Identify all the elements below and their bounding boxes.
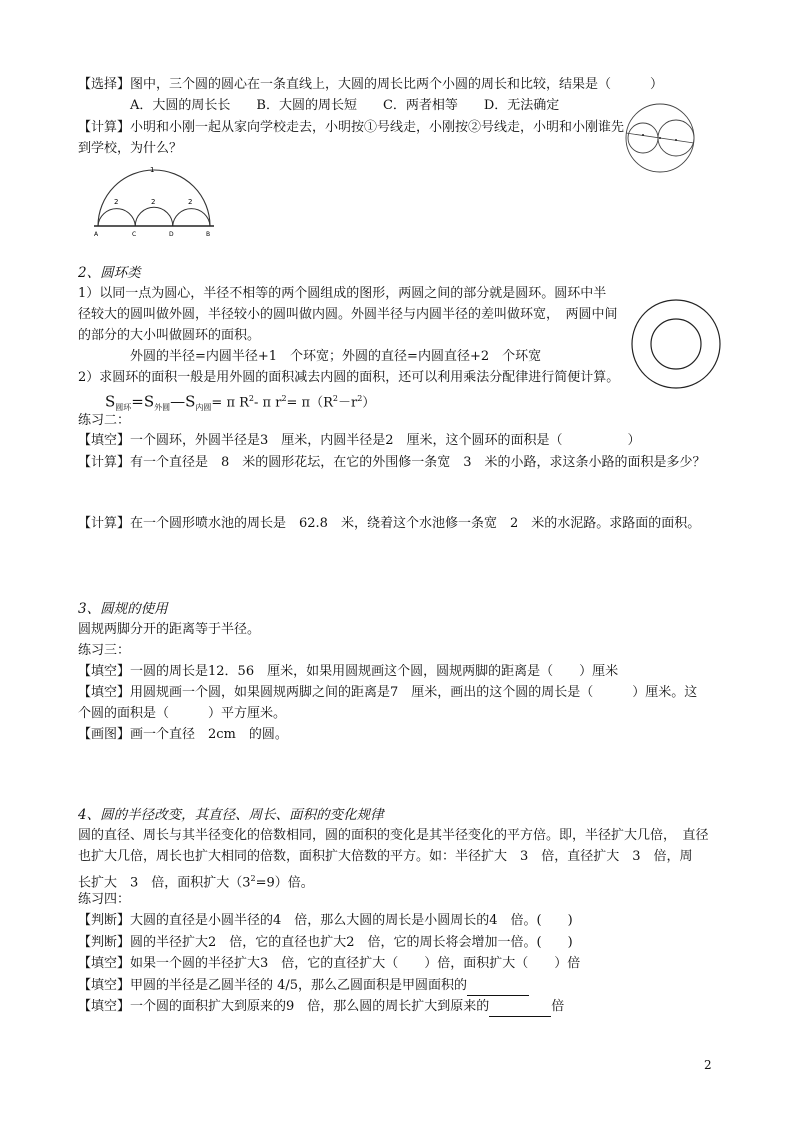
s4-q4-answer-blank[interactable] [467, 977, 529, 996]
three-circles-figure [622, 100, 698, 176]
s4-q5-answer-blank[interactable] [489, 998, 551, 1017]
s3-heading: 3、圆规的使用 [78, 601, 168, 617]
route-arcs-figure [92, 160, 216, 238]
s1-q2-line2: 到学校，为什么？ [78, 141, 183, 156]
s1-q1: 【选择】图中，三个圆的圆心在一条直线上，大圆的周长比两个小圆的周长和比较，结果是（ ） [78, 77, 664, 92]
s2-practice: 练习二： [78, 413, 131, 428]
point-label-a: A [94, 231, 99, 238]
s2-p1-line1: 1）以同一点为圆心，半径不相等的两个圆组成的图形，两圆之间的部分就是圆环。圆环中半 [78, 286, 607, 301]
s4-p1-line1: 圆的直径、周长与其半径变化的倍数相同，圆的面积的变化是其半径变化的平方倍。即，半径扩大几倍， 直径 [78, 828, 709, 843]
s2-p1-line4: 外圆的半径=内圆半径+1 个环宽；外圆的直径=内圆直径+2 个环宽 [130, 349, 542, 364]
s2-q2: 【计算】有一个直径是 8 米的圆形花坛，在它的外围修一条宽 3 米的小路，求这条小路的面积是多少？ [78, 455, 706, 470]
s4-q3: 【填空】如果一个圆的半径扩大3 倍，它的直径扩大（ ）倍，面积扩大（ ）倍 [78, 956, 581, 971]
s4-q1: 【判断】大圆的直径是小圆半径的4 倍，那么大圆的周长是小圆周长的4 倍。( ) [78, 913, 573, 928]
s2-heading: 2、圆环类 [78, 265, 141, 281]
s3-q1: 【填空】一圆的周长是12．56 厘米，如果用圆规画这个圆，圆规两脚的距离是（ ）厘米 [78, 664, 619, 679]
s1-q2-line1: 【计算】小明和小刚一起从家向学校走去，小明按①号线走，小刚按②号线走，小明和小刚谁先 [78, 120, 625, 135]
s1-q1-options: A．大圆的周长长 B．大圆的周长短 C．两者相等 D．无法确定 [130, 98, 560, 113]
ring-area-formula: $S_{圆环}=S_{外圆}—S_{内圆}= \pi$ $R^2-$ π $r^2= \pi(R^2-r^2)$ [105, 392, 376, 412]
s4-q5: 【填空】一个圆的面积扩大到原来的9 倍，那么圆的周长扩大到原来的 倍 [78, 998, 564, 1017]
s3-q2-line2: 个圆的面积是（ ）平方厘米。 [78, 706, 287, 721]
s2-p2: 2）求圆环的面积一般是用外圆的面积减去内圆的面积，还可以利用乘法分配律进行简便计算。 [78, 370, 620, 385]
s3-q2-line1: 【填空】用圆规画一个圆，如果圆规两脚之间的距离是7 厘米，画出的这个圆的周长是（ ）厘米。这 [78, 685, 698, 700]
route-label-arc1: 2 [114, 198, 119, 206]
s2-p1-line2: 径较大的圆叫做外圆，半径较小的圆叫做内圆。外圆半径与内圆半径的差叫做环宽， 两圆中间 [78, 307, 618, 322]
point-label-d: D [169, 231, 174, 238]
s2-q3: 【计算】在一个圆形喷水池的周长是 62.8 米，绕着这个水池修一条宽 2 米的水泥路。求路面的面积。 [78, 516, 701, 531]
s2-p1-line3: 的部分的大小叫做圆环的面积。 [78, 328, 261, 343]
s2-q1: 【填空】一个圆环，外圆半径是3 厘米，内圆半径是2 厘米，这个圆环的面积是（ ） [78, 433, 641, 448]
s3-practice: 练习三： [78, 643, 131, 658]
s4-p1-line3: 长扩大 3 倍，面积扩大$(3^2=9)$倍。 [78, 874, 314, 891]
s3-q3: 【画图】画一个直径 2cm 的圆。 [78, 727, 288, 742]
point-label-c: C [132, 231, 137, 238]
ring-figure [629, 297, 723, 391]
point-label-b: B [206, 231, 211, 238]
s4-p1-line2: 也扩大几倍，周长也扩大相同的倍数，面积扩大倍数的平方。如：半径扩大 3 倍，直径扩大 3 倍，周 [78, 849, 693, 864]
route-label-arc2: 2 [151, 198, 156, 206]
s4-q2: 【判断】圆的半径扩大2 倍，它的直径也扩大2 倍，它的周长将会增加一倍。( ) [78, 935, 573, 950]
s3-p1: 圆规两脚分开的距离等于半径。 [78, 622, 261, 637]
s4-practice: 练习四： [78, 892, 131, 907]
route-label-1: 1 [150, 166, 155, 174]
route-label-arc3: 2 [188, 198, 193, 206]
page-number: 2 [704, 1058, 712, 1072]
s4-q4: 【填空】甲圆的半径是乙圆半径的 4/5，那么乙圆面积是甲圆面积的 [78, 977, 529, 996]
s4-heading: 4、圆的半径改变，其直径、周长、面积的变化规律 [78, 807, 384, 823]
